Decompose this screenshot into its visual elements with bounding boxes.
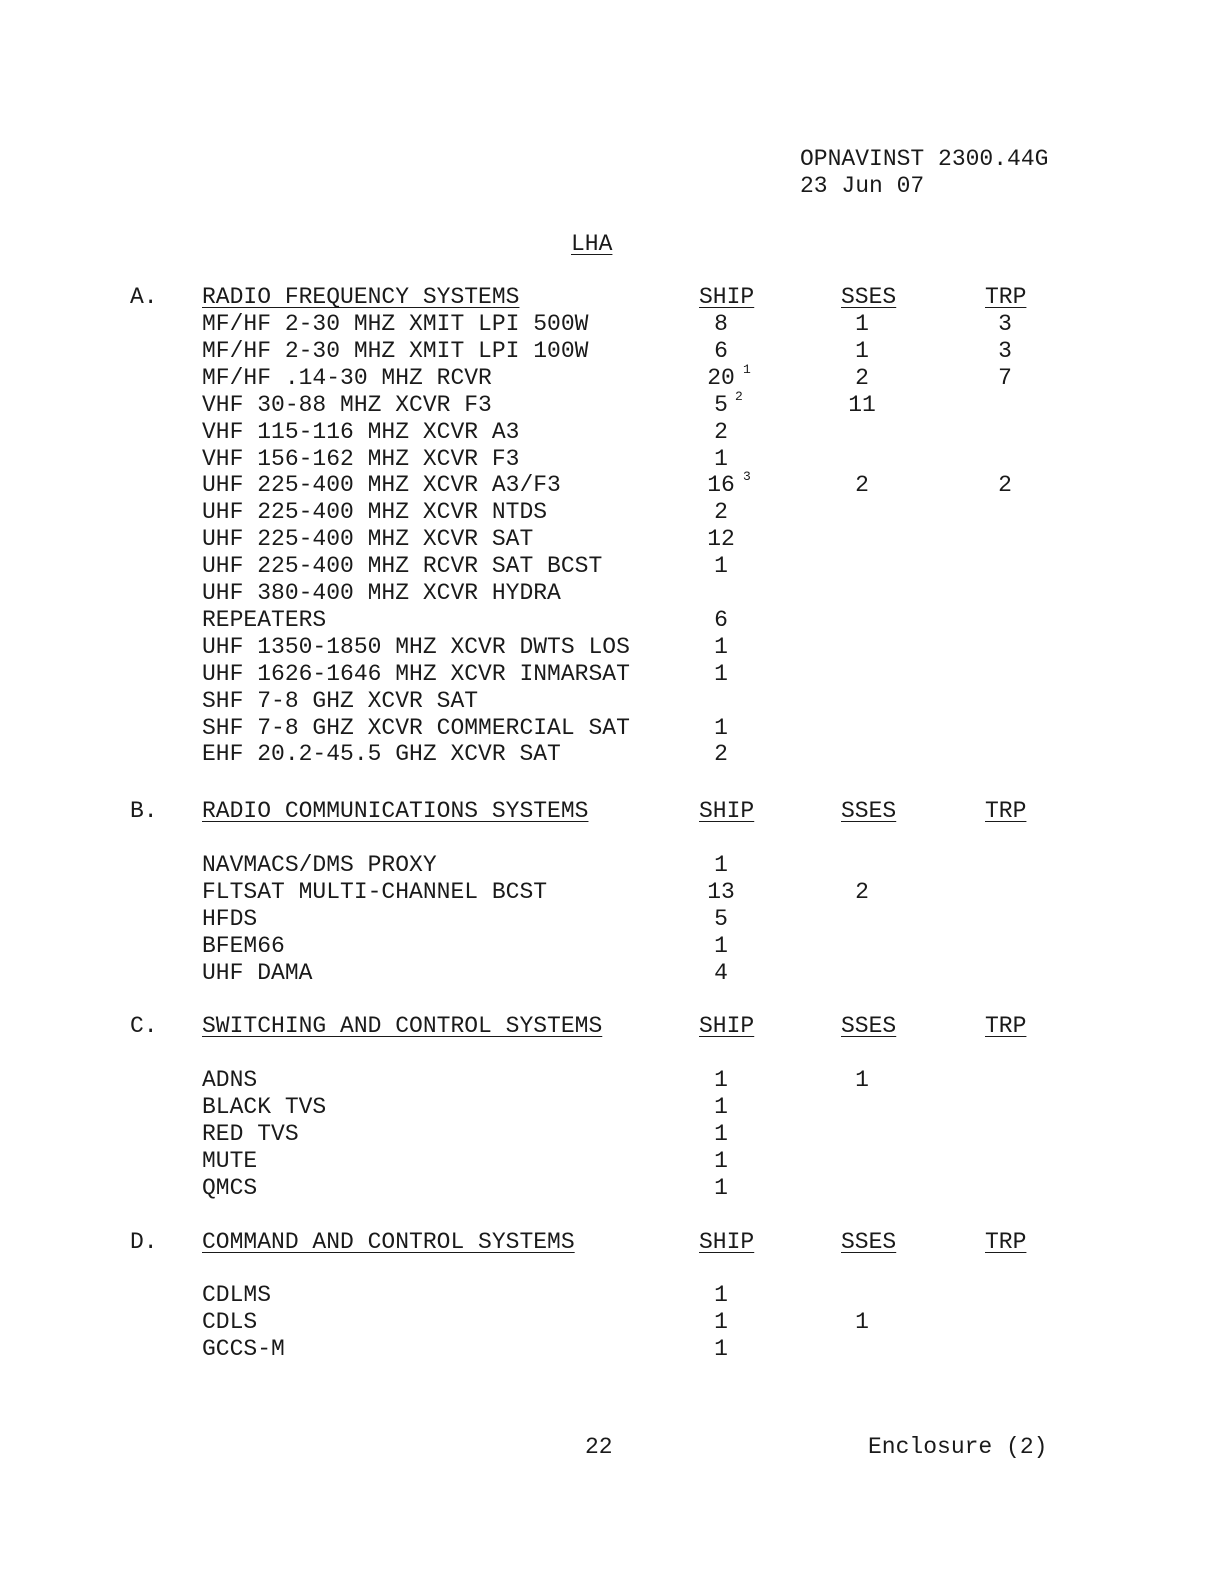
row-value-ship: 4 [714,960,728,986]
row-value-ship: 2 [714,419,728,445]
row-label: BFEM66 [202,933,285,959]
footnote-marker: 3 [743,469,751,484]
row-value-ship: 1 [714,446,728,472]
column-header-trp: TRP [985,284,1027,310]
row-label: NAVMACS/DMS PROXY [202,852,437,878]
row-label: UHF 225-400 MHZ RCVR SAT BCST [202,553,603,579]
row-label: HFDS [202,906,258,932]
row-value-ship: 1 [714,634,728,660]
row-value-trp: 2 [998,472,1012,498]
row-label: UHF 1626-1646 MHZ XCVR INMARSAT [202,661,630,687]
footnote-marker: 2 [735,389,743,404]
row-label: EHF 20.2-45.5 GHZ XCVR SAT [202,741,561,767]
column-header-ship: SHIP [699,1013,755,1039]
document-date: 23 Jun 07 [800,173,925,199]
column-header-ship: SHIP [699,1229,755,1255]
row-value-ship: 1 [714,1309,728,1335]
row-value-ship: 6 [714,338,728,364]
row-label: UHF 1350-1850 MHZ XCVR DWTS LOS [202,634,630,660]
enclosure-label: Enclosure (2) [868,1434,1048,1460]
section-title: RADIO COMMUNICATIONS SYSTEMS [202,798,589,824]
row-value-ship: 1 [714,1121,728,1147]
column-header-sses: SSES [841,1013,897,1039]
row-value-ship: 1 [714,1148,728,1174]
row-value-ship: 16 [707,472,735,498]
row-label: CDLMS [202,1282,272,1308]
row-label: UHF DAMA [202,960,313,986]
row-label: MF/HF .14-30 MHZ RCVR [202,365,492,391]
column-header-sses: SSES [841,798,897,824]
row-value-ship: 1 [714,553,728,579]
row-label: SHF 7-8 GHZ XCVR COMMERCIAL SAT [202,715,630,741]
row-value-ship: 12 [707,526,735,552]
column-header-sses: SSES [841,1229,897,1255]
section-title: SWITCHING AND CONTROL SYSTEMS [202,1013,603,1039]
row-value-sses: 1 [855,338,869,364]
row-label: UHF 225-400 MHZ XCVR SAT [202,526,534,552]
row-label: ADNS [202,1067,258,1093]
column-header-trp: TRP [985,1229,1027,1255]
column-header-sses: SSES [841,284,897,310]
row-value-trp: 3 [998,311,1012,337]
row-label: UHF 225-400 MHZ XCVR NTDS [202,499,548,525]
column-header-ship: SHIP [699,284,755,310]
row-label: MF/HF 2-30 MHZ XMIT LPI 500W [202,311,589,337]
row-value-ship: 1 [714,1336,728,1362]
page-title: LHA [571,231,613,257]
row-value-sses: 2 [855,365,869,391]
row-value-ship: 1 [714,933,728,959]
row-value-ship: 6 [714,607,728,633]
row-value-sses: 11 [848,392,876,418]
section-title: RADIO FREQUENCY SYSTEMS [202,284,520,310]
row-label: RED TVS [202,1121,299,1147]
row-label: REPEATERS [202,607,327,633]
row-label: CDLS [202,1309,258,1335]
section-letter: C. [130,1013,158,1039]
row-value-ship: 1 [714,715,728,741]
row-value-ship: 1 [714,1067,728,1093]
row-value-ship: 1 [714,1175,728,1201]
footnote-marker: 1 [743,362,751,377]
row-label: MUTE [202,1148,258,1174]
row-label: SHF 7-8 GHZ XCVR SAT [202,688,479,714]
row-label: VHF 156-162 MHZ XCVR F3 [202,446,520,472]
row-value-trp: 3 [998,338,1012,364]
row-label: BLACK TVS [202,1094,327,1120]
row-value-trp: 7 [998,365,1012,391]
row-value-ship: 2 [714,741,728,767]
row-label: UHF 380-400 MHZ XCVR HYDRA [202,580,561,606]
section-letter: B. [130,798,158,824]
column-header-trp: TRP [985,798,1027,824]
row-value-sses: 1 [855,311,869,337]
row-value-sses: 1 [855,1309,869,1335]
row-label: UHF 225-400 MHZ XCVR A3/F3 [202,472,561,498]
row-label: VHF 30-88 MHZ XCVR F3 [202,392,492,418]
row-label: FLTSAT MULTI-CHANNEL BCST [202,879,548,905]
section-letter: D. [130,1229,158,1255]
row-value-ship: 1 [714,1094,728,1120]
section-title: COMMAND AND CONTROL SYSTEMS [202,1229,575,1255]
row-label: QMCS [202,1175,258,1201]
row-label: GCCS-M [202,1336,285,1362]
column-header-ship: SHIP [699,798,755,824]
row-value-ship: 5 [714,906,728,932]
row-value-sses: 1 [855,1067,869,1093]
section-letter: A. [130,284,158,310]
document-id: OPNAVINST 2300.44G [800,146,1049,172]
row-label: VHF 115-116 MHZ XCVR A3 [202,419,520,445]
row-value-ship: 1 [714,1282,728,1308]
row-value-ship: 20 [707,365,735,391]
page-number: 22 [585,1434,613,1460]
row-value-ship: 1 [714,852,728,878]
row-value-ship: 13 [707,879,735,905]
row-label: MF/HF 2-30 MHZ XMIT LPI 100W [202,338,589,364]
row-value-ship: 1 [714,661,728,687]
row-value-ship: 2 [714,499,728,525]
row-value-ship: 5 [714,392,728,418]
column-header-trp: TRP [985,1013,1027,1039]
row-value-sses: 2 [855,472,869,498]
row-value-ship: 8 [714,311,728,337]
row-value-sses: 2 [855,879,869,905]
